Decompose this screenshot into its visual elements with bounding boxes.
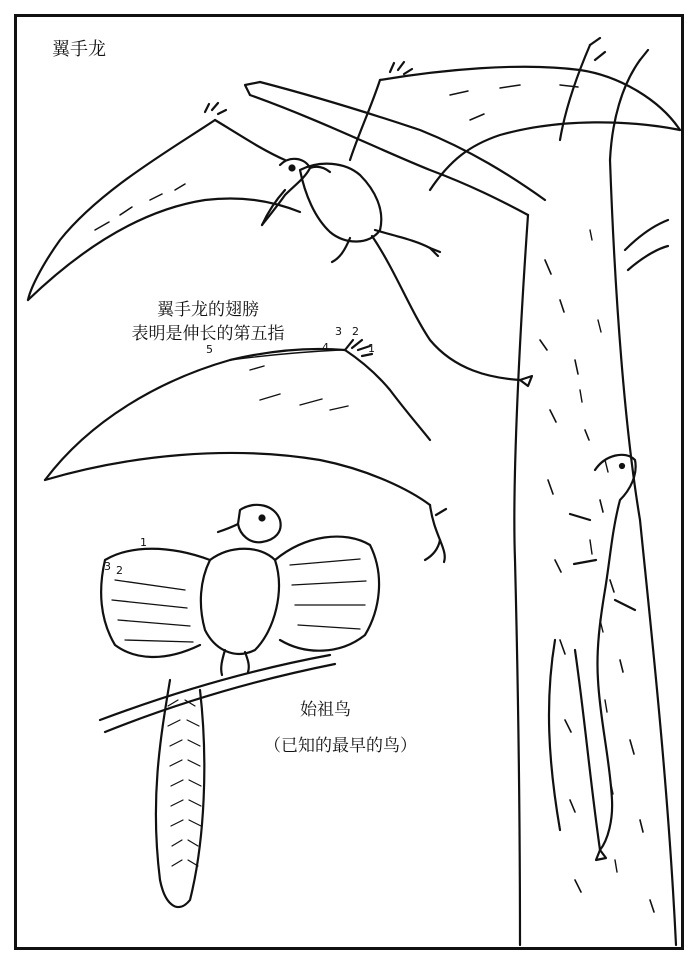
bird-finger-number: 2: [116, 564, 123, 577]
wing-finger-number: 1: [368, 342, 375, 355]
wing-finger-number: 5: [206, 343, 213, 356]
wing-caption: [98, 298, 318, 346]
bird-finger-number: 3: [104, 560, 111, 573]
wing-finger-number: 4: [322, 341, 329, 354]
wing-finger-number: 2: [352, 325, 359, 338]
wing-caption-line2: 表明是伸长的第五指: [131, 324, 285, 344]
wing-caption-line1: 翼手龙的翅膀: [157, 300, 259, 320]
bird-finger-number: 1: [140, 536, 147, 549]
archaeopteryx-note: （已知的最早的鸟）: [264, 736, 417, 756]
page-title: 翼手龙: [52, 39, 106, 60]
lizard-drawing: [570, 455, 636, 860]
wing-finger-number: 3: [335, 325, 342, 338]
wing-skeleton-drawing: [45, 340, 446, 562]
archaeopteryx-name: 始祖鸟: [300, 700, 351, 720]
